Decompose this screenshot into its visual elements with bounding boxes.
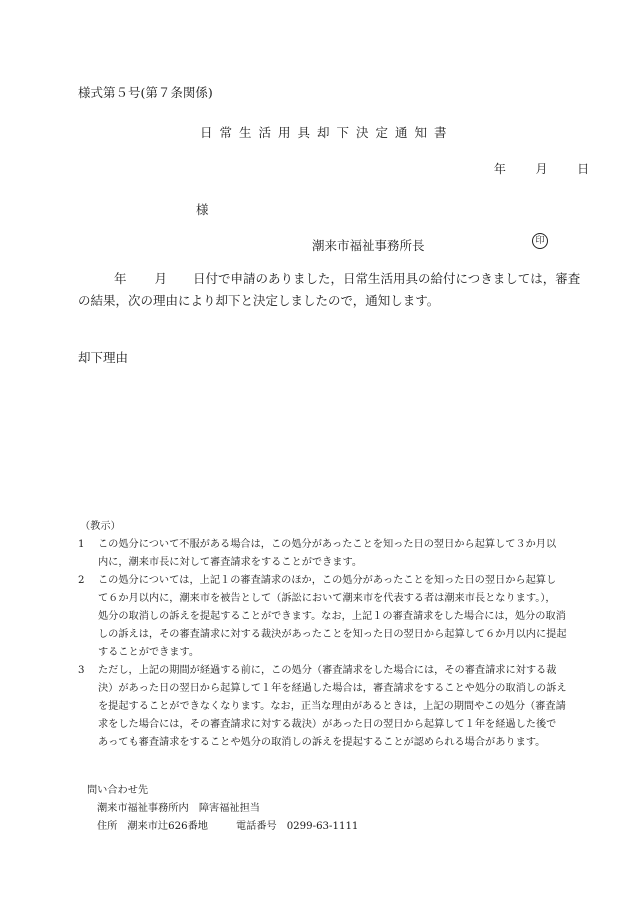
reason-heading: 却下理由 — [78, 350, 129, 365]
addressee-suffix: 様 — [196, 202, 209, 217]
notice-item-line: 求をした場合には，その審査請求に対する裁決）があった日の翌日から起算して１年を経過した後で — [98, 719, 557, 730]
contact-phone: 0299-63-1111 — [286, 821, 359, 832]
date-month-label: 月 — [535, 162, 548, 176]
body-line-1-text: 日付で申請のありました，日常生活用具の給付につきましては，審査 — [193, 271, 581, 286]
notice-item-text — [98, 536, 562, 572]
notice-item-line: ただし，上記の期間が経過する前に，この処分（審査請求をした場合には，その審査請求に対する裁 — [98, 665, 557, 676]
seal-mark: 印 — [532, 233, 548, 249]
contact-address-row — [97, 818, 358, 836]
notice-item-line: を提起することができなくなります。なお，正当な理由があるときは，上記の期間やこの処分（審査請 — [98, 701, 566, 712]
appeal-notice — [72, 518, 567, 752]
notice-item-line: て６か月以内に，潮来市を被告として（訴訟において潮来市を代表する者は潮来市長となります。）， — [98, 593, 556, 604]
notice-item — [72, 572, 567, 662]
notice-item-number: 3 — [78, 665, 85, 676]
date-day-label: 日 — [577, 162, 590, 176]
notice-item-line: 決）があった日の翌日から起算して１年を経過した場合は，審査請求をすることや処分の取消しの訴え — [98, 683, 567, 694]
form-number: 様式第５号(第７条関係) — [78, 85, 213, 100]
notice-item-line: あっても審査請求をすることや処分の取消しの訴えを提起することが認められる場合があります。 — [98, 737, 546, 748]
body-month-label: 月 — [154, 271, 168, 286]
notice-item-line: この処分について不服がある場合は，この処分があったことを知った日の翌日から起算して３か月以 — [98, 539, 557, 550]
issuer-name: 潮来市福祉事務所長 — [312, 238, 425, 253]
body-year-label: 年 — [114, 271, 127, 286]
contact-heading: 問い合わせ先 — [87, 785, 149, 796]
notice-item-number: 1 — [78, 539, 85, 550]
contact-department: 潮来市福祉事務所内 障害福祉担当 — [97, 803, 260, 814]
body-line-1 — [78, 268, 581, 290]
body-line-2: の結果，次の理由により却下と決定しましたので，通知します。 — [78, 293, 440, 308]
notice-item-line: この処分については，上記１の審査請求のほか，この処分があったことを知った日の翌日から起算し — [98, 575, 557, 586]
contact-block — [87, 782, 358, 836]
notice-label: （教示） — [80, 521, 121, 532]
contact-phone-label: 電話番号 — [235, 821, 277, 832]
contact-address-label: 住所 — [97, 821, 118, 832]
notice-item-line: 処分の取消しの訴えを提起することができます。なお，上記１の審査請求をした場合には，処分の取消 — [98, 611, 566, 622]
notice-item-text — [98, 662, 567, 752]
notice-item-line: しの訴えは，その審査請求に対する裁決があったことを知った日の翌日から起算して６か月以内に提起 — [98, 629, 567, 640]
notice-item-line: 内に，潮来市長に対して審査請求をすることができます。 — [98, 557, 363, 568]
document-title: 日常生活用具却下決定通知書 — [200, 125, 454, 140]
notice-items — [72, 536, 567, 752]
notice-item-line: することができます。 — [98, 647, 200, 658]
notice-item-text — [98, 572, 567, 662]
notice-item — [72, 536, 562, 572]
contact-address: 潮来市辻626番地 — [127, 821, 208, 832]
notice-item — [72, 662, 567, 752]
notice-item-number: 2 — [78, 575, 85, 586]
date-line — [468, 160, 589, 177]
date-year-label: 年 — [493, 162, 506, 176]
body-paragraph — [78, 268, 581, 312]
